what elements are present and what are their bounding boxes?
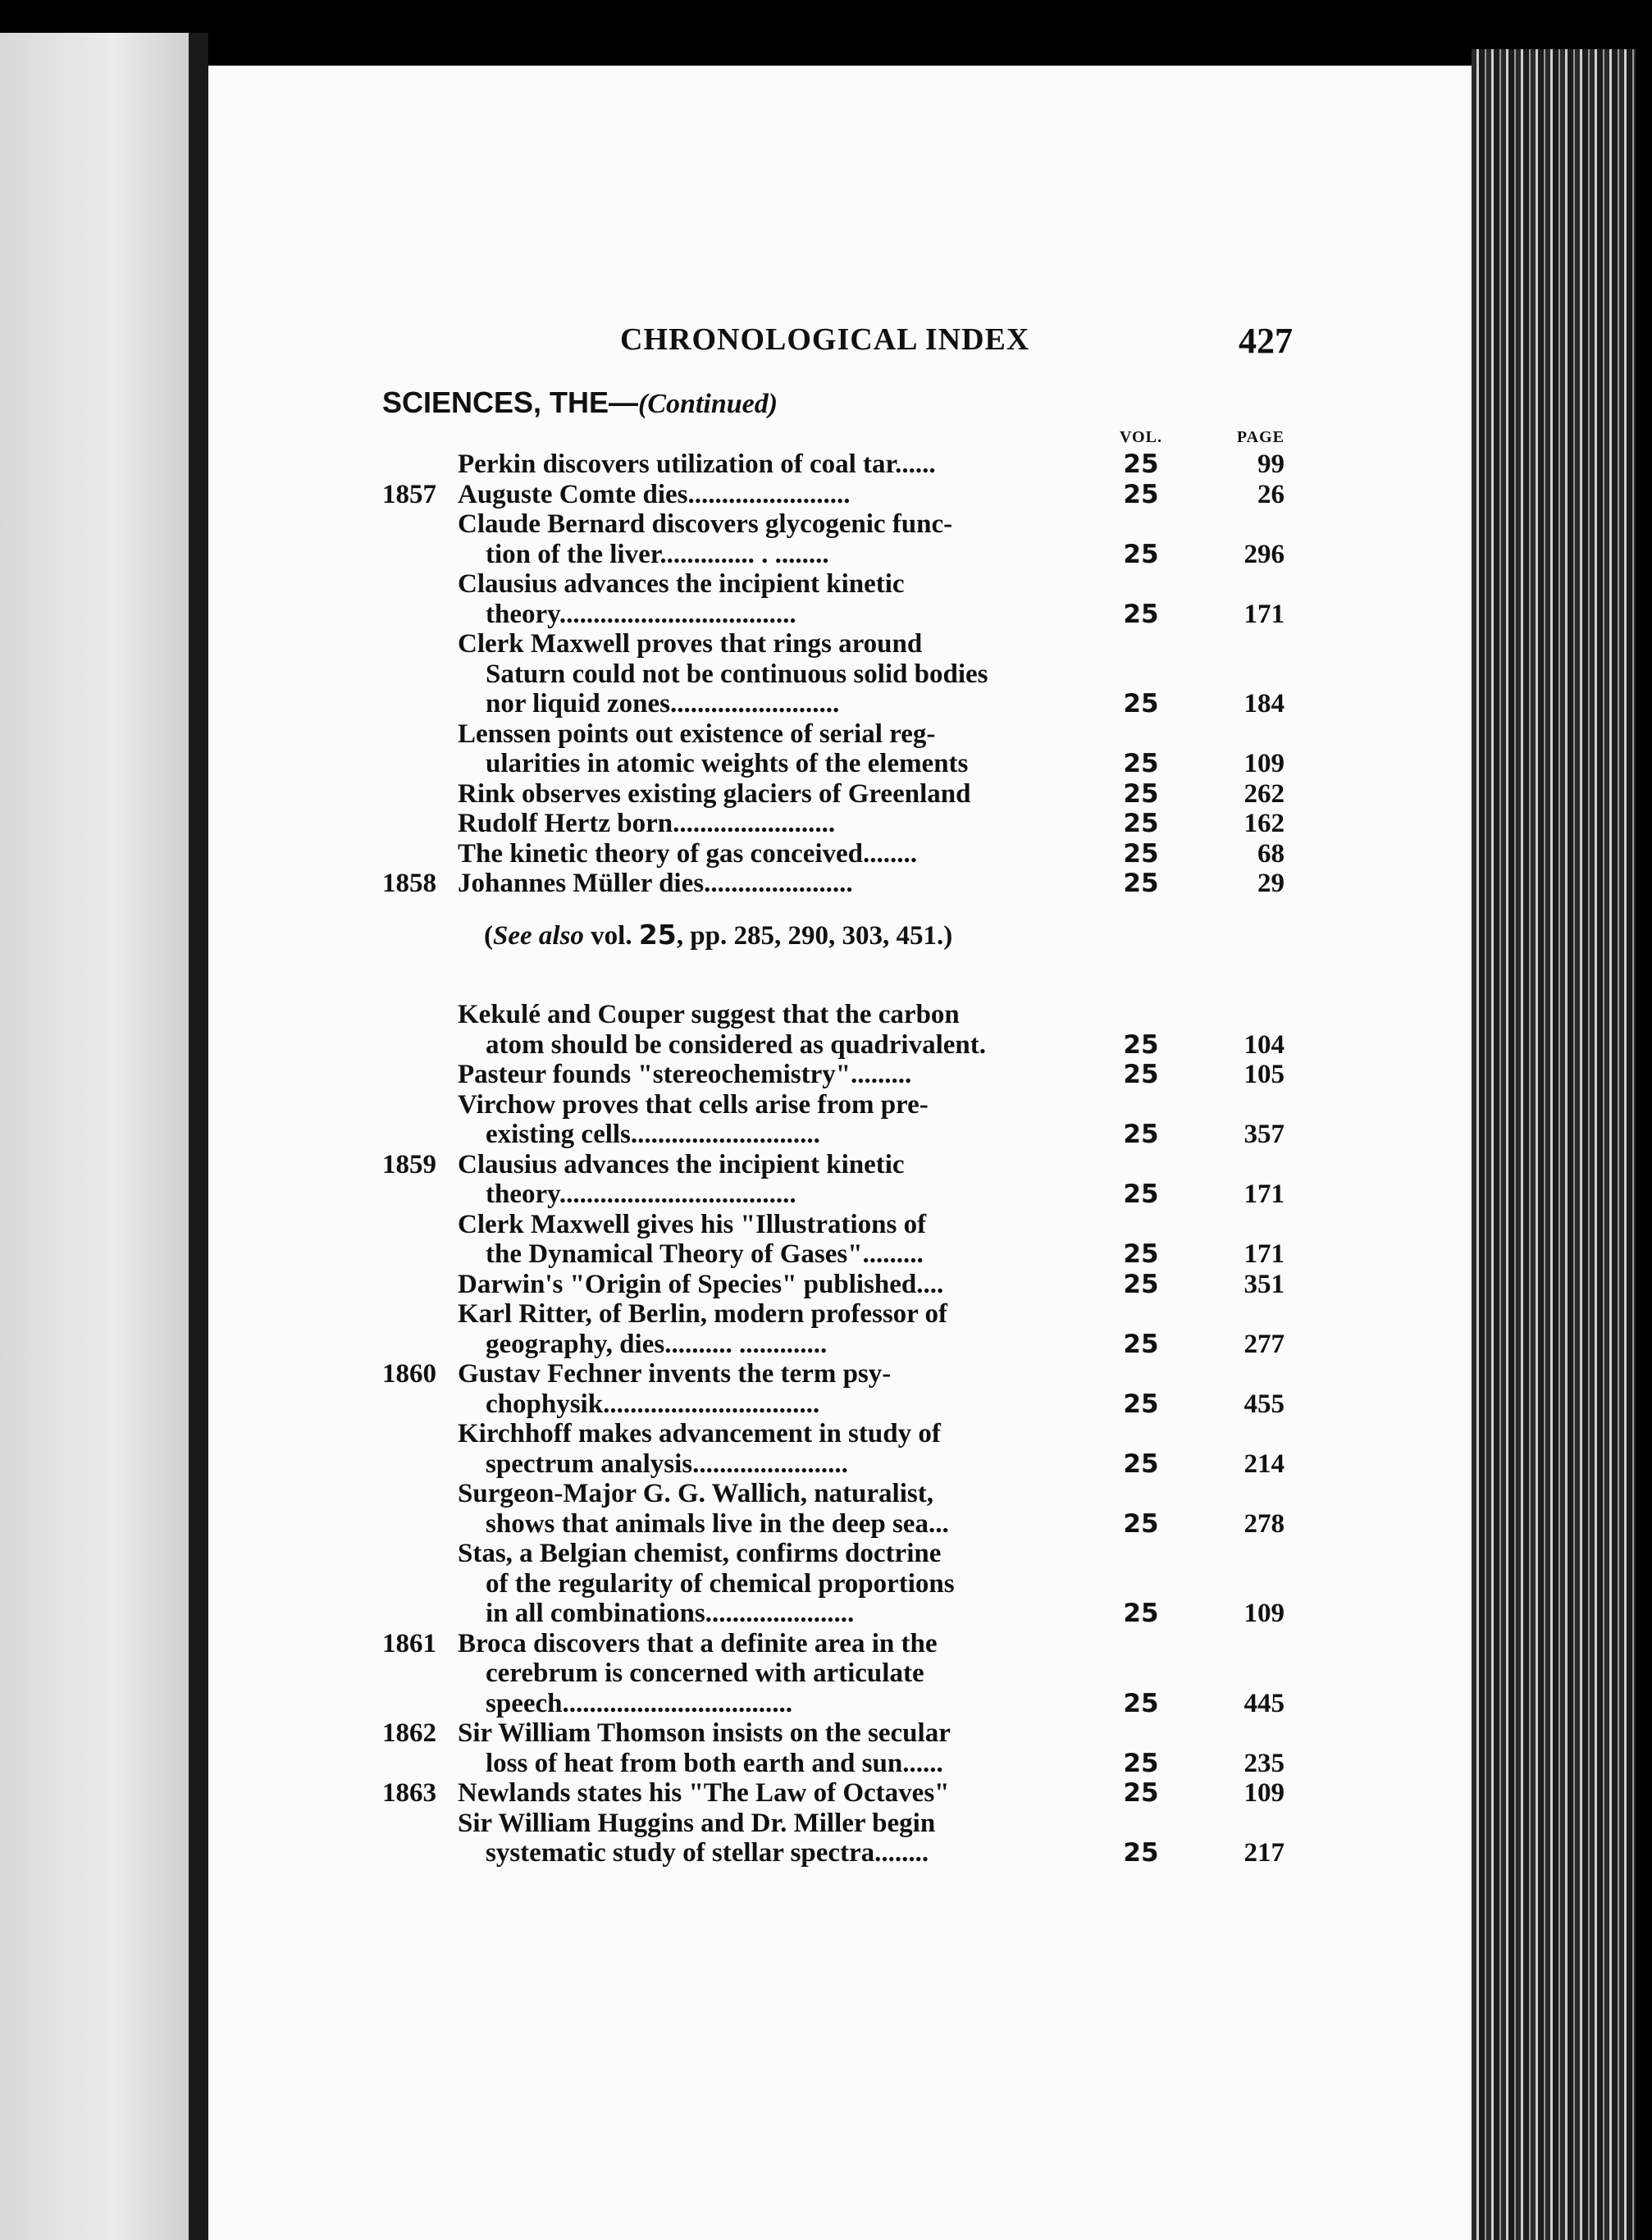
entry-text (458, 809, 1098, 839)
entry-line: nor liquid zones......................... (486, 689, 840, 719)
entry-line: Newlands states his "The Law of Octaves" (458, 1778, 950, 1808)
entry-text (458, 1809, 1098, 1868)
entry-volume: 25 (1123, 809, 1159, 838)
entry-line: Clerk Maxwell gives his "Illustrations of (458, 1209, 927, 1239)
entry-text (458, 779, 1098, 810)
entry-line: Johannes Müller dies...................... (458, 869, 853, 898)
vol-column-header: VOL. (1120, 428, 1162, 446)
entry-page: 105 (1244, 1060, 1285, 1089)
entry-volume: 25 (1123, 1838, 1159, 1868)
index-entry (382, 1809, 1293, 1868)
entry-page: 109 (1244, 1599, 1285, 1628)
entry-line: systematic study of stellar spectra........ (486, 1838, 929, 1868)
entry-page: 235 (1244, 1748, 1285, 1778)
entry-line: Stas, a Belgian chemist, confirms doctrine (458, 1539, 942, 1568)
see-also-note (484, 920, 1293, 951)
entry-year: 1857 (382, 479, 436, 509)
entry-volume: 25 (1123, 1778, 1159, 1808)
entry-line: Gustav Fechner invents the term psy- (458, 1359, 892, 1389)
running-title: CHRONOLOGICAL INDEX (620, 322, 1030, 357)
entry-text (458, 1150, 1098, 1210)
entry-page: 109 (1244, 749, 1285, 778)
page-number: 427 (1239, 321, 1293, 361)
entry-text (458, 629, 1098, 719)
entry-line: speech.................................. (486, 1688, 792, 1718)
entry-page: 171 (1244, 599, 1285, 629)
entry-text (458, 839, 1098, 869)
entry-volume: 25 (1123, 749, 1159, 778)
entry-page: 357 (1244, 1120, 1285, 1149)
see-also-pages: , pp. 285, 290, 303, 451.) (676, 920, 953, 951)
entry-volume: 25 (1123, 689, 1159, 719)
entry-volume: 25 (1123, 1599, 1159, 1628)
entry-text (458, 1718, 1098, 1778)
entry-text (458, 1299, 1098, 1359)
page-column-header: PAGE (1236, 428, 1285, 446)
entry-line: Clerk Maxwell proves that rings around (458, 629, 923, 659)
entry-line: Saturn could not be continuous solid bodies (486, 659, 988, 689)
entry-volume: 25 (1123, 1269, 1159, 1299)
entry-page: 99 (1257, 449, 1285, 479)
entry-line: spectrum analysis....................... (486, 1448, 848, 1479)
index-entry (382, 1210, 1293, 1270)
entry-text (458, 1060, 1098, 1090)
entry-page: 68 (1257, 838, 1285, 869)
entry-page: 104 (1244, 1029, 1285, 1060)
entry-page: 296 (1244, 539, 1285, 569)
entry-text (458, 1359, 1098, 1419)
running-head (382, 322, 1293, 377)
index-entry (382, 1718, 1293, 1778)
entry-text (458, 1210, 1098, 1270)
entry-page: 278 (1244, 1508, 1285, 1539)
column-headers (382, 425, 1293, 449)
index-entry (382, 480, 1293, 510)
entry-line: Karl Ritter, of Berlin, modern professor of (458, 1299, 947, 1329)
entry-line: in all combinations...................... (486, 1599, 855, 1628)
entry-page: 277 (1244, 1329, 1285, 1359)
entry-text (458, 719, 1098, 779)
entry-volume: 25 (1123, 1329, 1159, 1359)
page-stack-edge (1472, 49, 1636, 2240)
entry-line: atom should be considered as quadrivalent. (486, 1029, 986, 1060)
entry-volume: 25 (1123, 1448, 1159, 1479)
entry-volume: 25 (1123, 1239, 1159, 1269)
entry-line: Rink observes existing glaciers of Greenland (458, 778, 971, 809)
index-entry (382, 1539, 1293, 1629)
facing-page-edge (0, 33, 189, 2240)
entry-text (458, 1090, 1098, 1150)
index-entry (382, 1270, 1293, 1300)
entry-text (458, 480, 1098, 510)
entry-line: Kekulé and Couper suggest that the carbon (458, 1000, 960, 1029)
entry-text (458, 1000, 1098, 1060)
index-entry (382, 1000, 1293, 1060)
entry-text (458, 1270, 1098, 1300)
entry-volume: 25 (1123, 1688, 1159, 1718)
index-entry (382, 449, 1293, 480)
entry-volume: 25 (1123, 778, 1159, 809)
section-dash: — (609, 385, 639, 419)
entry-line: Darwin's "Origin of Species" published.... (458, 1269, 944, 1299)
section-continued: (Continued) (638, 389, 778, 419)
entry-volume: 25 (1123, 1389, 1159, 1419)
entry-page: 217 (1244, 1838, 1285, 1868)
section-title: SCIENCES, THE (382, 385, 609, 419)
entry-year: 1862 (382, 1718, 436, 1748)
index-entry (382, 1090, 1293, 1150)
entry-line: Claude Bernard discovers glycogenic func- (458, 509, 953, 539)
entry-line: Rudolf Hertz born........................ (458, 809, 836, 838)
entry-volume: 25 (1123, 599, 1159, 629)
entry-volume: 25 (1123, 1508, 1159, 1539)
see-also-open: ( (484, 920, 493, 951)
entry-year: 1860 (382, 1359, 436, 1389)
index-entry (382, 509, 1293, 569)
entry-volume: 25 (1123, 449, 1159, 479)
entry-page: 162 (1244, 809, 1285, 838)
entry-volume: 25 (1123, 1179, 1159, 1209)
entry-page: 351 (1244, 1269, 1285, 1299)
entry-line: Lenssen points out existence of serial reg- (458, 719, 936, 749)
entry-line: chophysik................................ (486, 1389, 820, 1419)
entry-line: Clausius advances the incipient kinetic (458, 1149, 905, 1179)
entry-volume: 25 (1123, 1748, 1159, 1778)
entry-line: shows that animals live in the deep sea... (486, 1508, 949, 1539)
entry-line: Surgeon-Major G. G. Wallich, naturalist, (458, 1479, 933, 1508)
entry-line: theory................................... (486, 1179, 796, 1209)
index-entry (382, 1479, 1293, 1539)
entry-line: geography, dies.......... ............. (486, 1329, 828, 1359)
see-also-vol-word: vol. (583, 920, 639, 951)
entry-page: 184 (1244, 689, 1285, 719)
entry-text (458, 1539, 1098, 1629)
entry-year: 1858 (382, 869, 436, 898)
see-also-vol: 25 (638, 918, 677, 951)
index-entries-group-1 (382, 449, 1293, 899)
entry-page: 262 (1244, 778, 1285, 809)
entry-volume: 25 (1123, 1029, 1159, 1060)
entry-line: Broca discovers that a definite area in the (458, 1628, 938, 1658)
entry-text (458, 569, 1098, 629)
index-entry (382, 1060, 1293, 1090)
entry-text (458, 1629, 1098, 1719)
book-gutter (189, 33, 208, 2240)
index-entry (382, 779, 1293, 810)
entry-page: 171 (1244, 1179, 1285, 1209)
entry-volume: 25 (1123, 479, 1159, 509)
entry-page: 171 (1244, 1239, 1285, 1269)
index-entry (382, 809, 1293, 839)
entry-line: of the regularity of chemical proportions (486, 1568, 955, 1599)
entry-line: Virchow proves that cells arise from pre- (458, 1089, 929, 1120)
index-entry (382, 1150, 1293, 1210)
index-entry (382, 719, 1293, 779)
see-also-italic: See also (493, 920, 584, 951)
entry-volume: 25 (1123, 1120, 1159, 1149)
entry-line: cerebrum is concerned with articulate (486, 1658, 924, 1688)
entry-page: 26 (1257, 479, 1285, 509)
index-entry (382, 1629, 1293, 1719)
index-entry (382, 869, 1293, 899)
entry-line: Pasteur founds "stereochemistry"......... (458, 1060, 912, 1089)
entry-line: Sir William Thomson insists on the secular (458, 1718, 951, 1748)
entry-text (458, 509, 1098, 569)
entry-line: Clausius advances the incipient kinetic (458, 569, 905, 599)
entry-text (458, 449, 1098, 480)
index-entry (382, 1778, 1293, 1809)
entry-volume: 25 (1123, 539, 1159, 569)
entry-page: 455 (1244, 1389, 1285, 1419)
entry-line: existing cells............................ (486, 1120, 820, 1149)
entry-line: theory................................... (486, 599, 796, 629)
entry-text (458, 1479, 1098, 1539)
entry-line: Sir William Huggins and Dr. Miller begin (458, 1808, 936, 1838)
entry-line: tion of the liver.............. . ........ (486, 539, 829, 569)
entry-line: ularities in atomic weights of the elements (486, 749, 969, 778)
index-entry (382, 839, 1293, 869)
entry-line: Auguste Comte dies........................ (458, 479, 851, 509)
entry-line: the Dynamical Theory of Gases"......... (486, 1239, 924, 1269)
entry-text (458, 1778, 1098, 1809)
entry-page: 109 (1244, 1778, 1285, 1808)
entry-year: 1863 (382, 1778, 436, 1808)
index-entries-group-2 (382, 1000, 1293, 1868)
entry-text (458, 1419, 1098, 1479)
entry-page: 29 (1257, 869, 1285, 898)
page-content (382, 322, 1293, 1868)
index-entry (382, 1419, 1293, 1479)
entry-year: 1861 (382, 1628, 436, 1658)
entry-page: 445 (1244, 1688, 1285, 1718)
entry-page: 214 (1244, 1448, 1285, 1479)
entry-year: 1859 (382, 1149, 436, 1179)
entry-line: Perkin discovers utilization of coal tar...... (458, 449, 936, 479)
section-heading (382, 385, 1293, 425)
entry-line: loss of heat from both earth and sun...... (486, 1748, 943, 1778)
index-entry (382, 1299, 1293, 1359)
entry-volume: 25 (1123, 838, 1159, 869)
entry-line: The kinetic theory of gas conceived........ (458, 838, 918, 869)
entry-volume: 25 (1123, 869, 1159, 898)
index-entry (382, 569, 1293, 629)
entry-text (458, 869, 1098, 899)
entry-volume: 25 (1123, 1060, 1159, 1089)
index-entry (382, 629, 1293, 719)
index-entry (382, 1359, 1293, 1419)
entry-line: Kirchhoff makes advancement in study of (458, 1419, 941, 1448)
